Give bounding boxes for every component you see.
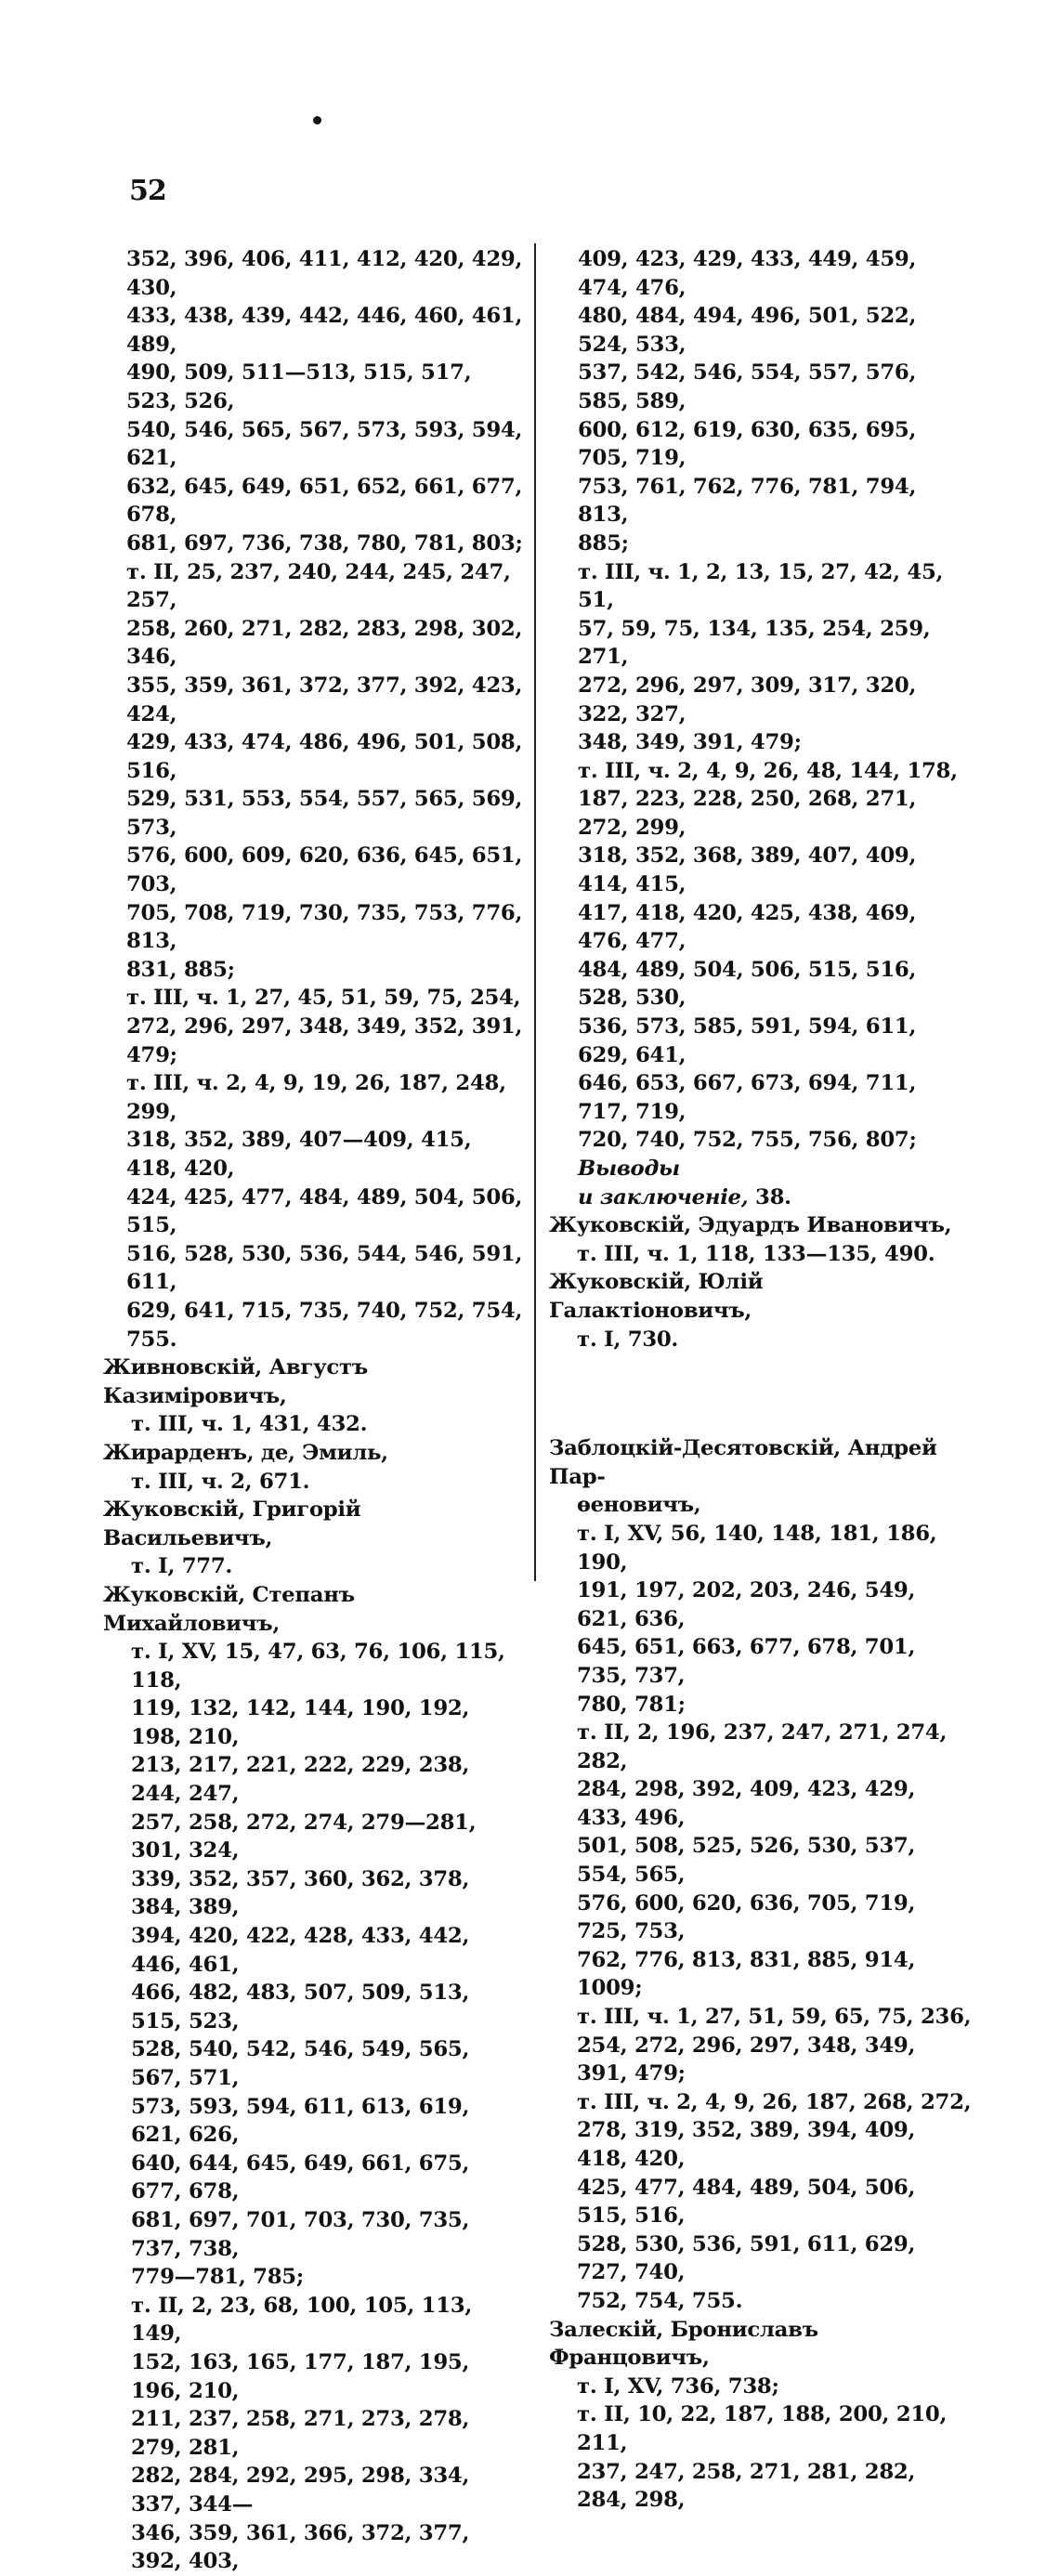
entry-heading	[549, 1434, 972, 1491]
entry-given-name-continued: ѳеновичъ,	[577, 1493, 701, 1518]
entry-reference: 284, 298, 392, 409, 423, 429, 433, 496,	[577, 1777, 916, 1830]
entry-reference: 780, 781;	[577, 1692, 686, 1717]
entry-heading	[549, 1268, 972, 1325]
right-continuation	[549, 245, 972, 1211]
index-entry	[103, 1496, 526, 1581]
entry-reference: 254, 272, 296, 297, 348, 349, 391, 479;	[577, 2033, 916, 2086]
index-entry	[549, 1268, 972, 1353]
entry-given-name: Брониславъ Францовичъ,	[549, 2317, 818, 2371]
text-line: 831, 885;	[126, 957, 235, 982]
text-line: 429, 433, 474, 486, 496, 501, 508, 516,	[126, 730, 523, 783]
text-line: 318, 352, 368, 389, 407, 409, 414, 415,	[578, 843, 917, 897]
page-number: 52	[129, 175, 166, 207]
entry-reference: 762, 776, 813, 831, 885, 914, 1009;	[577, 1947, 916, 2001]
entry-reference: 211, 237, 258, 271, 273, 278, 279, 281,	[131, 2407, 470, 2460]
entry-given-name: Андрей Пар-	[549, 1436, 937, 1489]
index-entry	[549, 1434, 972, 2315]
index-entry	[549, 2316, 972, 2515]
text-line: 484, 489, 504, 506, 515, 516, 528, 530,	[578, 957, 917, 1011]
entry-reference: 528, 540, 542, 546, 549, 565, 567, 571,	[131, 2037, 470, 2090]
text-line: т. III, ч. 1, 2, 13, 15, 27, 42, 45, 51,	[578, 559, 944, 613]
entry-given-name: Степанъ Михайловичъ,	[103, 1582, 355, 1636]
text-line: 258, 260, 271, 282, 283, 298, 302, 346,	[126, 616, 523, 670]
section-gap	[549, 1353, 972, 1434]
index-entry	[103, 1353, 526, 1439]
text-line: т. III, ч. 2, 4, 9, 26, 48, 144, 178,	[578, 758, 958, 783]
text-line: 348, 349, 391, 479;	[578, 730, 802, 755]
index-entry	[103, 1581, 526, 2576]
text-line: 187, 223, 228, 250, 268, 271, 272, 299,	[578, 787, 917, 840]
entry-reference: 573, 593, 594, 611, 613, 619, 621, 626,	[131, 2094, 470, 2148]
text-line: 632, 645, 649, 651, 652, 661, 677, 678,	[126, 474, 523, 528]
entry-reference: т. I, XV, 15, 47, 63, 76, 106, 115, 118,	[131, 1640, 505, 1693]
entry-surname: Живновскій,	[103, 1355, 262, 1380]
entry-reference: 681, 697, 701, 703, 730, 735, 737, 738,	[131, 2207, 470, 2261]
text-line: 409, 423, 429, 433, 449, 459, 474, 476,	[578, 247, 917, 300]
left-continuation	[103, 245, 526, 1353]
text-line: 352, 396, 406, 411, 412, 420, 429, 430,	[126, 247, 523, 300]
text-line: 576, 600, 609, 620, 636, 645, 651, 703,	[126, 843, 523, 897]
entry-reference: 213, 217, 221, 222, 229, 238, 244, 247,	[131, 1753, 470, 1807]
index-entry	[103, 1439, 526, 1496]
italic-title: и заключеніе,	[578, 1184, 749, 1210]
text-line: 479;	[126, 1042, 177, 1067]
left-column	[103, 245, 526, 2576]
entry-surname: Жуковскій,	[549, 1270, 691, 1295]
text-line: 753, 761, 762, 776, 781, 794, 813,	[578, 474, 917, 528]
printing-speck	[313, 116, 321, 124]
entry-given-name: Юлій Галактіоновичъ,	[549, 1270, 764, 1323]
entry-heading	[103, 1439, 526, 1468]
entry-reference: 645, 651, 663, 677, 678, 701, 735, 737,	[577, 1635, 916, 1688]
entry-reference: 466, 482, 483, 507, 509, 513, 515, 523,	[131, 1981, 470, 2033]
entry-reference: 191, 197, 202, 203, 246, 549, 621, 636,	[577, 1578, 916, 1631]
entry-reference: т. III, ч. 2, 671.	[131, 1469, 310, 1494]
text-line: 355, 359, 361, 372, 377, 392, 423, 424,	[126, 673, 523, 726]
entry-reference: 528, 530, 536, 591, 611, 629, 727, 740,	[577, 2231, 916, 2285]
entry-reference: 425, 477, 484, 489, 504, 506, 515, 516,	[577, 2175, 916, 2229]
text-line: 57, 59, 75, 134, 135, 254, 259, 271,	[578, 616, 931, 670]
text-line	[549, 1126, 972, 1183]
entry-reference: 346, 359, 361, 366, 372, 377, 392, 403,	[131, 2520, 470, 2574]
entry-reference: 119, 132, 142, 144, 190, 192, 198, 210,	[131, 1696, 470, 1749]
entry-heading	[103, 1581, 526, 1638]
entry-reference: т. I, XV, 736, 738;	[577, 2373, 779, 2399]
text-line: 272, 296, 297, 309, 317, 320, 322, 327,	[578, 673, 917, 726]
entry-given-name: Эдуардъ Ивановичъ,	[698, 1213, 952, 1238]
text-line: т. II, 25, 237, 240, 244, 245, 247, 257,	[126, 559, 511, 613]
entry-reference: т. I, XV, 56, 140, 148, 181, 186, 190,	[577, 1521, 937, 1575]
italic-title: Выводы	[578, 1157, 680, 1181]
text-line: 433, 438, 439, 442, 446, 460, 461, 489,	[126, 304, 523, 357]
entry-surname: Жирарденъ,	[103, 1440, 255, 1465]
entry-reference: 152, 163, 165, 177, 187, 195, 196, 210,	[131, 2349, 470, 2403]
entry-given-name: де, Эмиль,	[260, 1440, 388, 1465]
text-line: 885;	[578, 530, 629, 556]
text-line: 318, 352, 389, 407—409, 415, 418, 420,	[126, 1128, 472, 1181]
index-entry	[549, 1211, 972, 1268]
entry-reference: т. III, ч. 1, 118, 133—135, 490.	[577, 1241, 935, 1266]
entry-reference: 257, 258, 272, 274, 279—281, 301, 324,	[131, 1810, 477, 1863]
text-line: 424, 425, 477, 484, 489, 504, 506, 515,	[126, 1184, 523, 1238]
entry-reference: т. II, 10, 22, 187, 188, 200, 210, 211,	[577, 2402, 948, 2455]
text-line: 480, 484, 494, 496, 501, 522, 524, 533,	[578, 304, 917, 357]
entry-reference: т. II, 2, 23, 68, 100, 105, 113, 149,	[131, 2293, 472, 2347]
entry-reference: т. I, 777.	[131, 1554, 233, 1579]
entry-reference: 282, 284, 292, 295, 298, 334, 337, 344—	[131, 2464, 470, 2517]
text-line: 536, 573, 585, 591, 594, 611, 629, 641,	[578, 1014, 917, 1067]
text-line: 272, 296, 297, 348, 349, 352, 391,	[126, 1014, 523, 1040]
text-line: 540, 546, 565, 567, 573, 593, 594, 621,	[126, 417, 523, 471]
entry-surname: Жуковскій,	[103, 1497, 245, 1523]
text-line	[549, 1183, 972, 1212]
text-line: 490, 509, 511—513, 515, 517, 523, 526,	[126, 360, 472, 413]
text-line: 646, 653, 667, 673, 694, 711, 717, 719,	[578, 1071, 917, 1124]
text-line-part: 38.	[755, 1184, 791, 1210]
text-line: т. III, ч. 2, 4, 9, 19, 26, 187, 248, 299,	[126, 1071, 506, 1124]
text-line: 755.	[126, 1327, 177, 1352]
entry-given-name: Григорій Васильевичъ,	[103, 1497, 361, 1550]
entry-surname: Залескій,	[549, 2317, 663, 2342]
entry-heading	[549, 2316, 972, 2373]
entry-reference: т. III, ч. 1, 431, 432.	[131, 1412, 368, 1437]
text-line: 529, 531, 553, 554, 557, 565, 569, 573,	[126, 787, 523, 840]
text-line: 600, 612, 619, 630, 635, 695, 705, 719,	[578, 417, 917, 471]
entry-heading	[103, 1496, 526, 1552]
entry-reference: 779—781, 785;	[131, 2265, 304, 2290]
text-line: 537, 542, 546, 554, 557, 576, 585, 589,	[578, 360, 917, 413]
text-line-part: 720, 740, 752, 755, 756, 807;	[578, 1128, 917, 1153]
text-line: 681, 697, 736, 738, 780, 781, 803;	[126, 530, 523, 556]
entry-reference: т. II, 2, 196, 237, 247, 271, 274, 282,	[577, 1720, 948, 1773]
text-line: 417, 418, 420, 425, 438, 469, 476, 477,	[578, 900, 917, 954]
entry-surname: Жуковскій,	[103, 1582, 245, 1607]
text-line: 705, 708, 719, 730, 735, 753, 776, 813,	[126, 900, 523, 954]
text-line: 629, 641, 715, 735, 740, 752, 754,	[126, 1298, 523, 1323]
entry-reference: 237, 247, 258, 271, 281, 282, 284, 298,	[577, 2459, 916, 2513]
entry-surname: Заблоцкій-Десятовскій,	[549, 1436, 841, 1461]
entry-reference: т. III, ч. 2, 4, 9, 26, 187, 268, 272,	[577, 2089, 972, 2114]
entry-reference: 752, 754, 755.	[577, 2288, 743, 2313]
right-column	[549, 245, 972, 2515]
entry-reference: 278, 319, 352, 389, 394, 409, 418, 420,	[577, 2118, 916, 2171]
entry-reference: 640, 644, 645, 649, 661, 675, 677, 678,	[131, 2151, 470, 2204]
text-line: 516, 528, 530, 536, 544, 546, 591, 611,	[126, 1241, 523, 1295]
entry-reference: 576, 600, 620, 636, 705, 719, 725, 753,	[577, 1890, 916, 1944]
entry-heading	[549, 1211, 972, 1240]
entry-reference: 339, 352, 357, 360, 362, 378, 384, 389,	[131, 1866, 470, 1920]
entry-reference: 501, 508, 525, 526, 530, 537, 554, 565,	[577, 1834, 916, 1888]
entry-reference: 394, 420, 422, 428, 433, 442, 446, 461,	[131, 1924, 470, 1977]
entry-reference: т. III, ч. 1, 27, 51, 59, 65, 75, 236,	[577, 2005, 972, 2030]
entry-surname: Жуковскій,	[549, 1213, 691, 1238]
entry-given-name: Августъ Казиміровичъ,	[103, 1355, 368, 1408]
entry-heading	[103, 1353, 526, 1410]
entry-reference: т. I, 730.	[577, 1327, 679, 1352]
text-line: т. III, ч. 1, 27, 45, 51, 59, 75, 254,	[126, 986, 521, 1011]
column-divider	[534, 243, 536, 1581]
